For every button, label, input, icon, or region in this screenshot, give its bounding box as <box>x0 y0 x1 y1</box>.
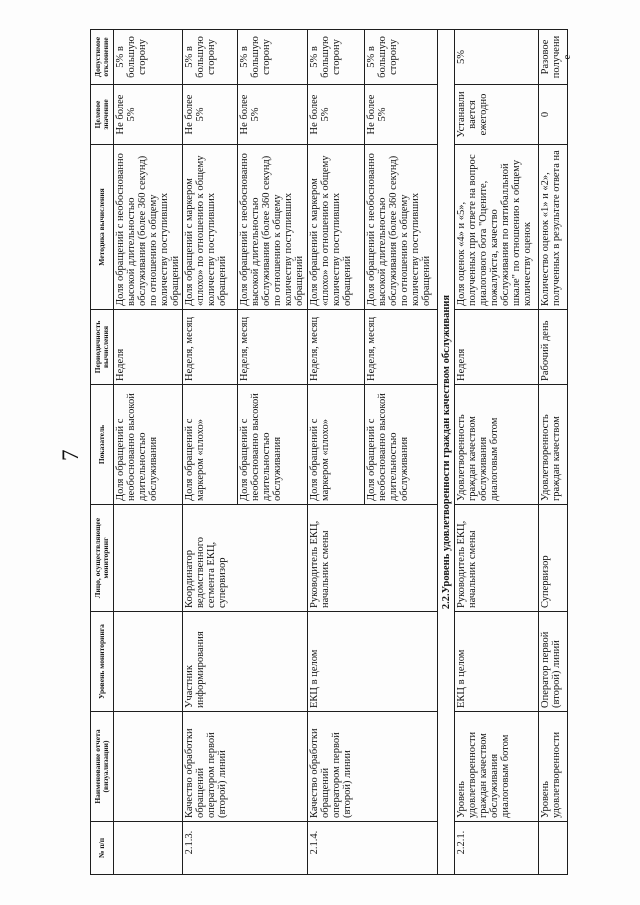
cell-target: Не более 5% <box>114 85 183 145</box>
cell-method: Доля обращений с маркером «плохо» по отношению к общему количеству поступивших обращений <box>183 145 238 310</box>
cell-responsible <box>539 505 568 612</box>
rotated-table-wrapper <box>90 30 573 875</box>
cell-periodicity: Неделя, месяц <box>365 310 438 385</box>
cell-text: Оператор первой (второй) линий <box>540 631 562 708</box>
cell-monitoring-level: ЕКЦ в целом <box>308 612 438 712</box>
cell-text: Количество оценок «1» и «2», полученных в результате ответа на <box>540 150 562 306</box>
cell-responsible <box>114 505 183 612</box>
cell-target: Устанавливается ежегодно <box>455 85 539 145</box>
cell-text: Рабочий день <box>540 320 551 381</box>
cell-num: 2.1.4. <box>308 822 438 875</box>
table-row <box>539 30 568 875</box>
cell-deviation: 5% в большую сторону <box>308 30 365 85</box>
cell-deviation: 5% <box>455 30 539 85</box>
header-method: Методика вычисления <box>91 145 114 310</box>
cell-text: Удовлетворенность граждан качеством <box>540 414 562 501</box>
cell-monitoring-level <box>539 612 568 712</box>
cell-num: 2.2.1. <box>455 822 539 875</box>
cell-report-name <box>539 712 568 822</box>
cell-method: Доля обращений с необоснованно высокой длительностью обслуживания (более 360 секунд) по отношению к общему количеству поступивших обращений <box>238 145 308 310</box>
cell-report-name <box>114 712 183 822</box>
cell-periodicity: Неделя <box>455 310 539 385</box>
monitoring-table <box>90 29 573 875</box>
cell-text: Разовое получение <box>540 35 573 79</box>
cell-method: Доля оценок «4» и «5», полученных при ответе на вопрос диалогового бота "Оцените, пожалуйста, качество обслуживания по пятибалльной шкале" по отношению к общему количеству оценок <box>455 145 539 310</box>
cell-target <box>539 85 568 145</box>
cell-responsible: Координатор ведомственного сегмента ЕКЦ, супервизор <box>183 505 308 612</box>
cell-indicator <box>539 385 568 505</box>
header-deviation: Допустимое отклонение <box>91 30 114 85</box>
table-row <box>455 30 539 875</box>
cell-num <box>539 822 568 875</box>
cell-method: Доля обращений с необоснованно высокой длительностью обслуживания (более 360 секунд) по отношению к общему количеству поступивших обращений <box>365 145 438 310</box>
cell-indicator: Доля обращений с маркером «плохо» <box>183 385 238 505</box>
cell-indicator: Доля обращений с необоснованно высокой длительностью обслуживания <box>114 385 183 505</box>
cell-num <box>114 822 183 875</box>
cell-target: Не более 5% <box>238 85 308 145</box>
cell-text: Уровень удовлетворенности <box>540 731 562 818</box>
section-row <box>438 30 455 875</box>
cell-num: 2.1.3. <box>183 822 308 875</box>
cell-monitoring-level <box>114 612 183 712</box>
cell-deviation <box>539 30 573 85</box>
table-row <box>114 30 183 875</box>
cell-periodicity <box>539 310 568 385</box>
cell-deviation: 5% в большую сторону <box>365 30 438 85</box>
header-target: Целевое значение <box>91 85 114 145</box>
cell-indicator: Доля обращений с необоснованно высокой длительностью обслуживания <box>365 385 438 505</box>
cell-target: Не более 5% <box>365 85 438 145</box>
section-title: 2.2.Уровень удовлетворенности граждан качеством обслуживания <box>438 30 455 875</box>
cell-monitoring-level: ЕКЦ в целом <box>455 612 539 712</box>
cell-report-name: Уровень удовлетворенности граждан качеством обслуживания диалоговым ботом <box>455 712 539 822</box>
cell-indicator: Доля обращений с необоснованно высокой длительностью обслуживания <box>238 385 308 505</box>
table-header-row <box>91 30 114 875</box>
cell-method <box>539 145 568 310</box>
table-row <box>308 30 365 875</box>
header-periodicity: Периодичность вычисления <box>91 310 114 385</box>
cell-deviation: 5% в большую сторону <box>114 30 183 85</box>
cell-method: Доля обращений с маркером «плохо» по отношению к общему количеству поступивших обращений <box>308 145 365 310</box>
header-monitoring-level: Уровень мониторинга <box>91 612 114 712</box>
cell-monitoring-level: Участник информирования <box>183 612 308 712</box>
cell-responsible: Руководитель ЕКЦ, начальник смены <box>455 505 539 612</box>
header-responsible: Лицо, осуществляющее мониторинг <box>91 505 114 612</box>
cell-indicator: Доля обращений с маркером «плохо» <box>308 385 365 505</box>
cell-periodicity: Неделя, месяц <box>308 310 365 385</box>
cell-report-name: Качество обработки обращений оператором первой (второй) линии <box>308 712 438 822</box>
cell-indicator: Удовлетворенность граждан качеством обслуживания диалоговым ботом <box>455 385 539 505</box>
table-row <box>183 30 238 875</box>
cell-text: 0 <box>540 111 551 118</box>
cell-deviation: 5% в большую сторону <box>238 30 308 85</box>
cell-method: Доля обращений с необоснованно высокой длительностью обслуживания (более 360 секунд) по отношению к общему количеству поступивших обращений <box>114 145 183 310</box>
header-num: № п/п <box>91 822 114 875</box>
cell-periodicity: Неделя <box>114 310 183 385</box>
cell-target: Не более 5% <box>308 85 365 145</box>
cell-text: Супервизор <box>540 555 551 608</box>
header-report-name: Наименование отчета (визуализации) <box>91 712 114 822</box>
cell-target: Не более 5% <box>183 85 238 145</box>
cell-deviation: 5% в большую сторону <box>183 30 238 85</box>
header-indicator: Показатель <box>91 385 114 505</box>
cell-responsible: Руководитель ЕКЦ, начальник смены <box>308 505 438 612</box>
cell-report-name: Качество обработки обращений оператором первой (второй) линий <box>183 712 308 822</box>
page-number: 7 <box>58 449 83 461</box>
cell-periodicity: Неделя, месяц <box>238 310 308 385</box>
cell-periodicity: Неделя, месяц <box>183 310 238 385</box>
